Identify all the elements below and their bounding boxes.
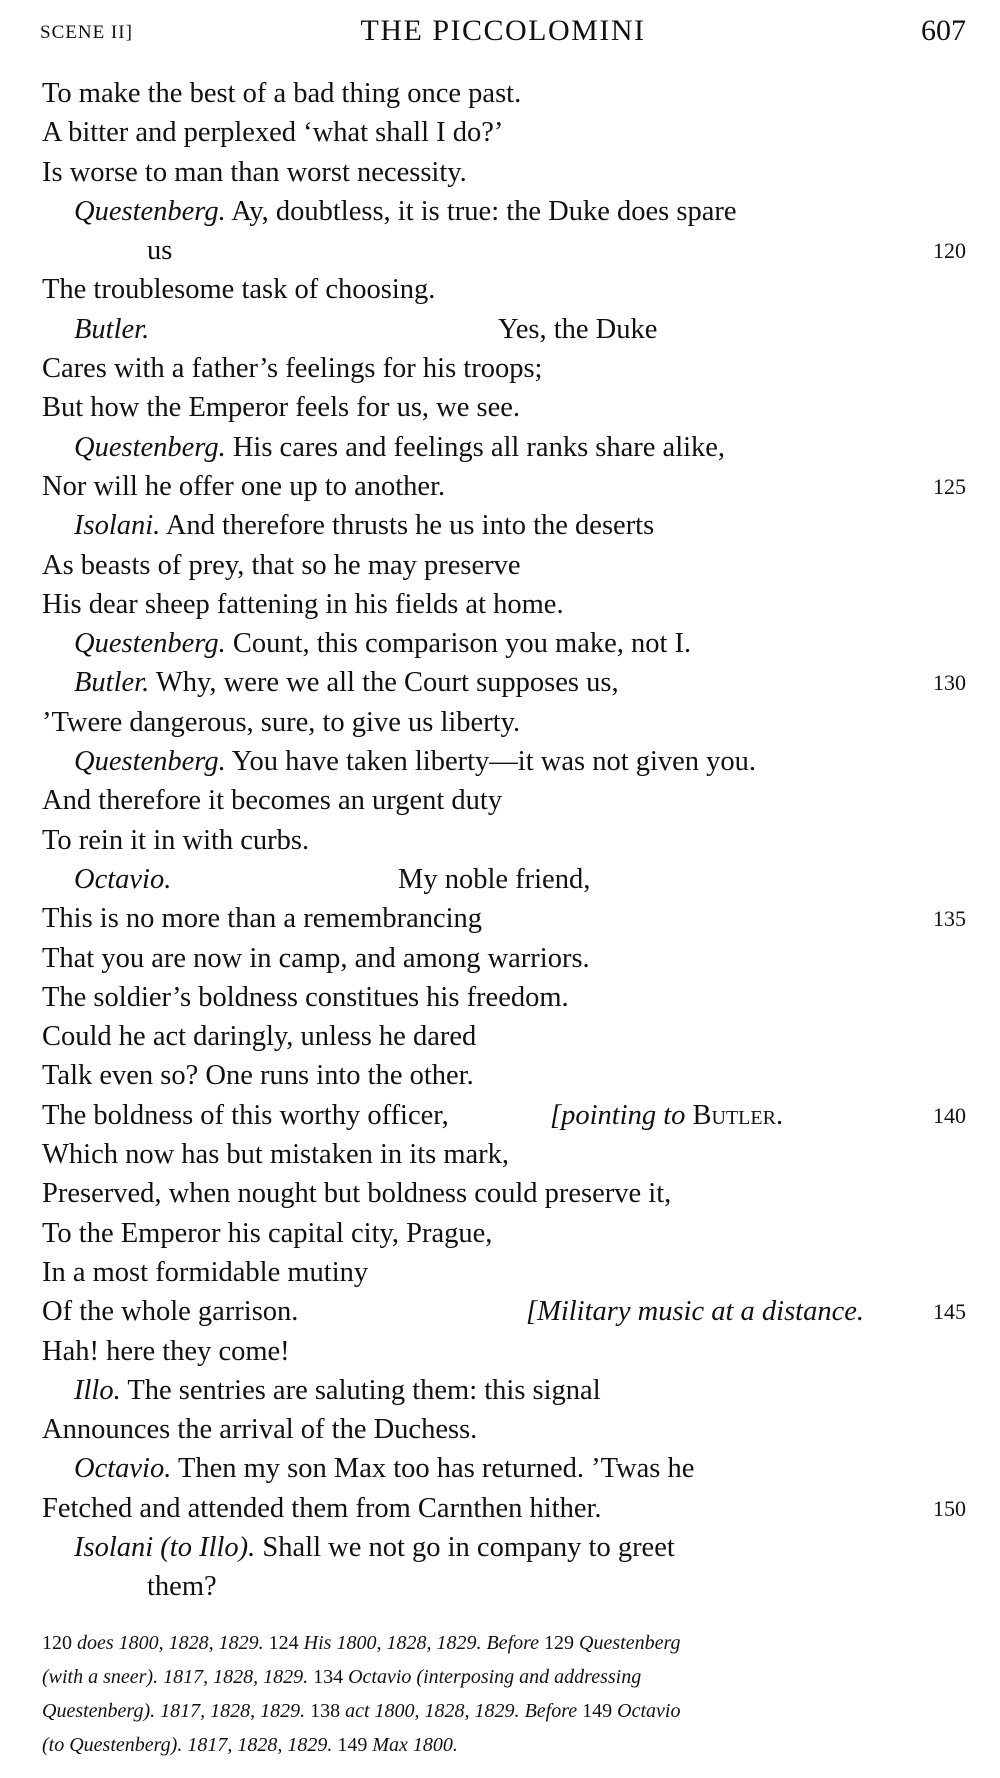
- line-number: 145: [933, 1299, 966, 1325]
- verse-line: [42, 742, 966, 781]
- speaker-name: Octavio.: [74, 1453, 172, 1485]
- verse-line: [42, 192, 966, 231]
- note-number: 120: [42, 1632, 77, 1654]
- scene-label: SCENE II]: [40, 22, 133, 43]
- speaker-name: Questenberg.: [74, 431, 226, 463]
- verse-line: To make the best of a bad thing once past.: [42, 78, 522, 109]
- speaker-name: Questenberg.: [74, 195, 226, 227]
- line-number: 125: [933, 473, 966, 499]
- verse-line: Hah! here they come!: [42, 1335, 290, 1367]
- verse-text: [42, 74, 966, 1607]
- note-text: Before: [519, 1700, 578, 1722]
- stage-direction: [Military music at a distance.: [526, 1296, 865, 1328]
- verse-line: [42, 860, 966, 899]
- verse-line: [42, 428, 966, 467]
- note-line: [42, 1694, 966, 1728]
- verse-line: The soldier’s boldness constitues his freedom.: [42, 981, 569, 1013]
- note-number: 134: [308, 1666, 349, 1688]
- verse-line: That you are now in camp, and among warriors.: [42, 942, 590, 974]
- speech-text: Count, this comparison you make, not I.: [225, 628, 692, 660]
- verse-line: Preserved, when nought but boldness could preserve it,: [42, 1178, 672, 1210]
- speech-text: His cares and feelings all ranks share alike,: [225, 431, 726, 463]
- note-text: (to Questenberg). 1817, 1828, 1829.: [42, 1734, 333, 1756]
- verse-line: To the Emperor his capital city, Prague,: [42, 1217, 493, 1249]
- speech-text: us: [147, 235, 173, 267]
- note-text: Before: [481, 1632, 540, 1654]
- note-number: 129: [539, 1632, 580, 1654]
- verse-line: Is worse to man than worst necessity.: [42, 156, 467, 188]
- note-text: does 1800, 1828, 1829.: [77, 1632, 264, 1654]
- page-header: [40, 10, 966, 50]
- note-number: 149: [577, 1700, 618, 1722]
- verse-line: [42, 310, 966, 349]
- verse-line: [42, 1371, 966, 1410]
- line-number: 150: [933, 1495, 966, 1521]
- speech-text: Of the whole garrison.: [42, 1296, 299, 1328]
- note-text: His 1800, 1828, 1829.: [303, 1632, 482, 1654]
- verse-line: In a most formidable mutiny: [42, 1256, 369, 1288]
- verse-line: [42, 1449, 966, 1488]
- note-text: Octavio (interposing and addressing: [348, 1666, 642, 1688]
- speaker-name: Butler.: [74, 667, 150, 699]
- speech-text: The sentries are saluting them: this signal: [120, 1374, 601, 1406]
- speech-text: Ay, doubtless, it is true: the Duke does spare: [225, 195, 737, 227]
- line-number: 135: [933, 906, 966, 932]
- verse-line: Cares with a father’s feelings for his troops;: [42, 353, 543, 385]
- speech-text: Nor will he offer one up to another.: [42, 470, 446, 502]
- note-number: 138: [305, 1700, 346, 1722]
- verse-line: ’Twere dangerous, sure, to give us liberty.: [42, 706, 521, 738]
- stage-direction: [550, 1096, 783, 1135]
- line-number: 140: [933, 1102, 966, 1128]
- verse-line: [42, 506, 966, 545]
- page-number: 607: [921, 14, 966, 47]
- verse-line: But how the Emperor feels for us, we see.: [42, 392, 521, 424]
- verse-line: His dear sheep fattening in his fields at home.: [42, 588, 564, 620]
- speech-text: Shall we not go in company to greet: [255, 1531, 675, 1563]
- note-text: act 1800, 1828, 1829.: [345, 1700, 520, 1722]
- verse-line: [42, 231, 966, 270]
- line-number: 120: [933, 238, 966, 264]
- speech-text: them?: [147, 1571, 217, 1603]
- speech-text: My noble friend,: [398, 863, 591, 895]
- verse-line: A bitter and perplexed ‘what shall I do?’: [42, 117, 504, 149]
- verse-line: [42, 663, 966, 702]
- note-number: 124: [263, 1632, 304, 1654]
- speech-text: Then my son Max too has returned. ’Twas he: [171, 1453, 695, 1485]
- stage-direction-name: Butler.: [692, 1099, 784, 1131]
- note-text: (with a sneer). 1817, 1828, 1829.: [42, 1666, 309, 1688]
- verse-line: As beasts of prey, that so he may preserve: [42, 549, 521, 581]
- line-number: 130: [933, 670, 966, 696]
- speech-text: You have taken liberty—it was not given you.: [225, 746, 757, 778]
- verse-line: [42, 1528, 966, 1567]
- verse-line: [42, 467, 966, 506]
- note-number: 149: [332, 1734, 373, 1756]
- speech-text: This is no more than a remembrancing: [42, 903, 483, 935]
- speech-text: Why, were we all the Court supposes us,: [149, 667, 619, 699]
- note-text: Max 1800.: [372, 1734, 458, 1756]
- speaker-name: Questenberg.: [74, 628, 226, 660]
- verse-line: [42, 1489, 966, 1528]
- speech-text: And therefore thrusts he us into the deserts: [160, 510, 655, 542]
- verse-line: Talk even so? One runs into the other.: [42, 1060, 474, 1092]
- textual-notes: [42, 1626, 966, 1762]
- speech-text: The boldness of this worthy officer,: [42, 1099, 449, 1131]
- verse-line: [42, 624, 966, 663]
- verse-line: [42, 1096, 966, 1135]
- verse-line: The troublesome task of choosing.: [42, 274, 436, 306]
- speech-text: Fetched and attended them from Carnthen hither.: [42, 1492, 602, 1524]
- verse-line: Could he act daringly, unless he dared: [42, 1021, 477, 1053]
- verse-line: To rein it in with curbs.: [42, 824, 310, 856]
- note-line: [42, 1660, 966, 1694]
- speaker-name: Illo.: [74, 1374, 121, 1406]
- speaker-name: Isolani (to Illo).: [74, 1531, 256, 1563]
- running-title: THE PICCOLOMINI: [360, 14, 646, 47]
- verse-line: Which now has but mistaken in its mark,: [42, 1139, 510, 1171]
- verse-line: [42, 1567, 966, 1606]
- note-text: Octavio: [617, 1700, 681, 1722]
- speaker-name: Isolani.: [74, 510, 161, 542]
- note-text: Questenberg). 1817, 1828, 1829.: [42, 1700, 306, 1722]
- verse-line: [42, 899, 966, 938]
- note-text: Questenberg: [579, 1632, 681, 1654]
- verse-line: [42, 1292, 966, 1331]
- verse-line: Announces the arrival of the Duchess.: [42, 1414, 478, 1446]
- speaker-name: Questenberg.: [74, 746, 226, 778]
- note-line: [42, 1728, 966, 1762]
- verse-line: And therefore it becomes an urgent duty: [42, 785, 503, 817]
- speaker-name: Octavio.: [74, 863, 172, 895]
- speaker-name: Butler.: [74, 313, 150, 345]
- speech-text: Yes, the Duke: [498, 313, 658, 345]
- note-line: [42, 1626, 966, 1660]
- stage-direction-text: [pointing to: [550, 1099, 693, 1131]
